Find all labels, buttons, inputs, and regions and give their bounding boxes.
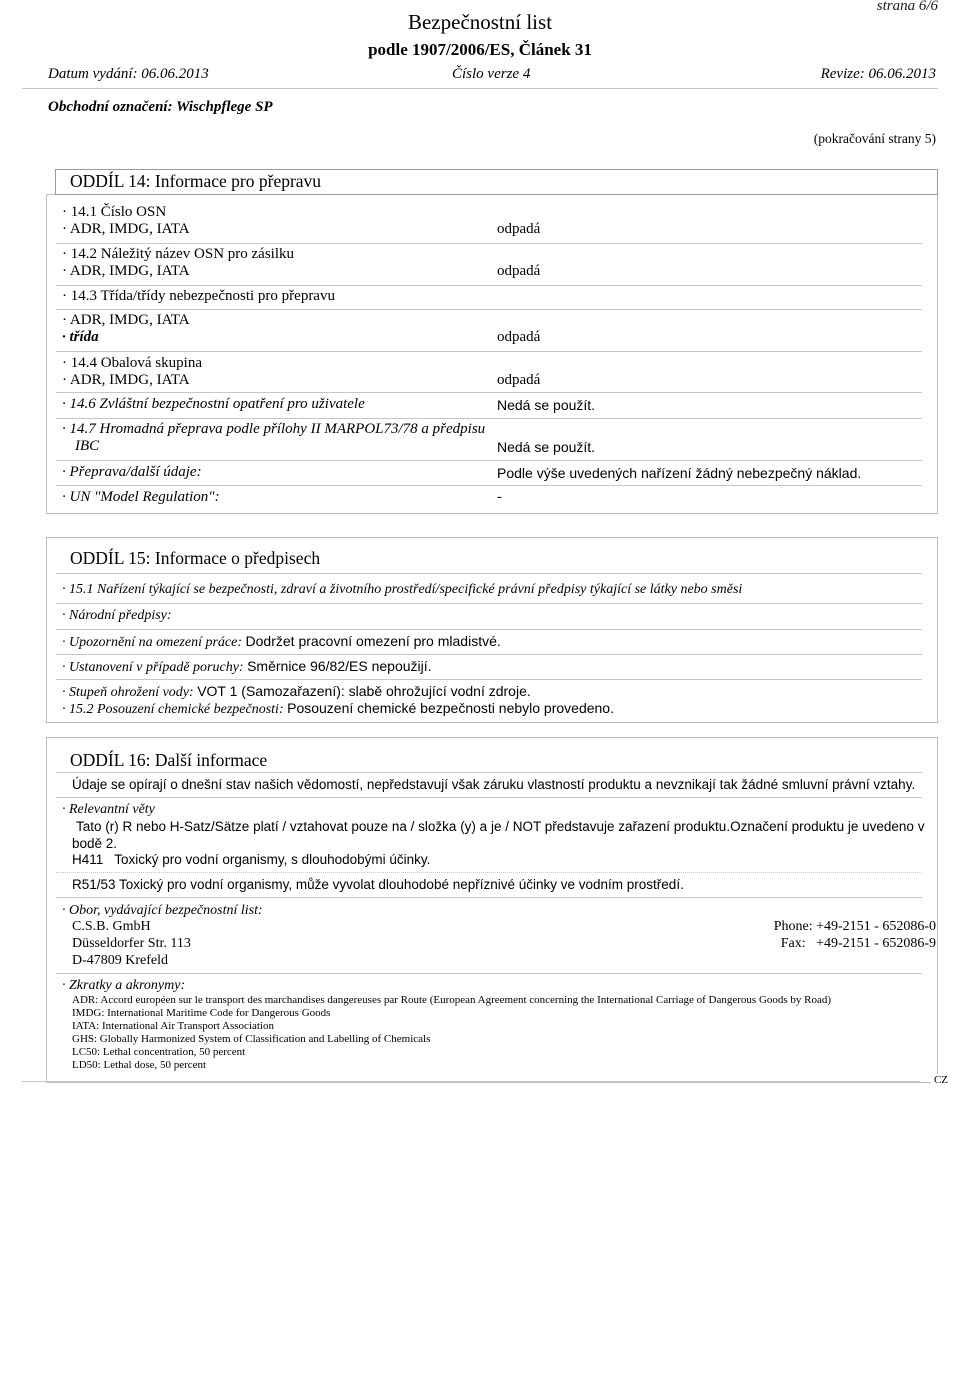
page-number: strana 6/6 <box>876 0 938 14</box>
model-regulation-value: - <box>497 489 502 505</box>
section-15-title: ODDÍL 15: Informace o předpisech <box>70 548 321 568</box>
un-number-sub: · ADR, IMDG, IATA <box>62 221 190 237</box>
divider <box>56 629 922 630</box>
divider <box>56 460 922 461</box>
issuer-company: C.S.B. GmbH <box>72 919 151 934</box>
packing-group-label: · 14.4 Obalová skupina <box>62 355 202 371</box>
divider <box>56 973 922 974</box>
bulk-transport-sub: IBC <box>75 438 100 454</box>
abbreviations-label: · Zkratky a akronymy: <box>62 978 186 993</box>
issuer-city: D-47809 Krefeld <box>72 953 169 968</box>
abbreviation-item: GHS: Globally Harmonized System of Classification and Labelling of Chemicals <box>72 1033 431 1045</box>
model-regulation-label: · UN "Model Regulation": <box>62 489 220 505</box>
divider <box>56 897 922 898</box>
divider <box>56 309 922 310</box>
section-14-title: ODDÍL 14: Informace pro přepravu <box>70 171 322 191</box>
continuation-note: (pokračování strany 5) <box>813 131 936 146</box>
precautions-label: · 14.6 Zvláštní bezpečnostní opatření pro uživatele <box>62 396 365 412</box>
dotted-divider <box>56 872 922 873</box>
footer-divider <box>22 1081 920 1082</box>
trade-name: Obchodní označení: Wischpflege SP <box>48 99 273 115</box>
divider <box>56 392 922 393</box>
abbreviation-item: LC50: Lethal concentration, 50 percent <box>72 1046 246 1058</box>
chemical-safety-value: Posouzení chemické bezpečnosti nebylo provedeno. <box>287 700 614 716</box>
abbreviation-item: LD50: Lethal dose, 50 percent <box>72 1059 207 1071</box>
abbreviation-item: ADR: Accord européen sur le transport des marchandises dangereuses par Route (European Agreement concerning the International Carriage of Dangerous Goods by Road) <box>72 994 832 1006</box>
issuer-street: Düsseldorfer Str. 113 <box>72 936 191 951</box>
divider <box>56 418 922 419</box>
section-14-header <box>55 169 938 195</box>
relevant-phrases-line1: Tato (r) R nebo H-Satz/Sätze platí / vztahovat pouze na / složka (y) a je / NOT představuje zařazení produktu.Označení produktu je uvedeno v <box>76 819 925 834</box>
water-hazard-label: · Stupeň ohrožení vody: <box>62 685 194 700</box>
revision-date: Revize: 06.06.2013 <box>820 66 936 82</box>
accident-provision-label: · Ustanovení v případě poruchy: <box>62 660 244 675</box>
disclaimer-text: Údaje se opírají o dnešní stav našich vědomostí, nepředstavují však záruku vlastností produktu a nevznikají tak žádné smluvní právní vztahy. <box>72 777 916 792</box>
divider <box>56 603 922 604</box>
precautions-value: Nedá se použít. <box>497 397 596 413</box>
water-hazard-value: VOT 1 (Samozařazení): slabě ohrožující vodní zdroje. <box>197 683 531 699</box>
work-restriction-value: Dodržet pracovní omezení pro mladistvé. <box>245 633 501 649</box>
issuer-fax: Fax: +49-2151 - 652086-9 <box>780 936 936 951</box>
packing-group-sub: · ADR, IMDG, IATA <box>62 372 190 388</box>
packing-group-value: odpadá <box>497 372 541 388</box>
section-16-title: ODDÍL 16: Další informace <box>70 750 268 770</box>
un-number-value: odpadá <box>497 221 541 237</box>
transport-info-value: Podle výše uvedených nařízení žádný nebezpečný náklad. <box>497 465 862 481</box>
document-title: Bezpečnostní list <box>407 10 553 34</box>
divider <box>56 654 922 655</box>
header-divider <box>22 88 938 89</box>
bulk-transport-label: · 14.7 Hromadná přeprava podle přílohy II MARPOL73/78 a předpisu <box>62 421 486 437</box>
h411-statement: H411 Toxický pro vodní organismy, s dlouhodobými účinky. <box>72 852 431 867</box>
accident-provision-value: Směrnice 96/82/ES nepoužijí. <box>247 658 432 674</box>
divider <box>56 485 922 486</box>
divider <box>56 772 922 773</box>
national-regulations-label: · Národní předpisy: <box>62 608 172 623</box>
divider <box>56 679 922 680</box>
divider <box>56 351 922 352</box>
divider <box>56 243 922 244</box>
regulation-label: · 15.1 Nařízení týkající se bezpečnosti, zdraví a životního prostředí/specifické právní předpisy týkající se látky nebo směsi <box>62 582 743 597</box>
un-number-label: · 14.1 Číslo OSN <box>62 204 167 220</box>
chemical-safety-label: · 15.2 Posouzení chemické bezpečnosti: <box>62 702 284 717</box>
divider <box>56 573 922 574</box>
divider <box>56 285 922 286</box>
class-value: odpadá <box>497 329 541 345</box>
document-subtitle: podle 1907/2006/ES, Článek 31 <box>368 40 592 59</box>
hazard-class-sub: · ADR, IMDG, IATA <box>62 312 190 328</box>
version-number: Číslo verze 4 <box>452 66 531 82</box>
transport-info-label: · Přeprava/další údaje: <box>62 464 202 480</box>
relevant-phrases-label: · Relevantní věty <box>62 802 155 817</box>
shipping-name-label: · 14.2 Náležitý název OSN pro zásilku <box>62 246 295 262</box>
issuer-label: · Obor, vydávající bezpečnostní list: <box>62 903 263 918</box>
r5153-statement: R51/53 Toxický pro vodní organismy, může vyvolat dlouhodobé nepříznivé účinky ve vodním prostředí. <box>72 877 684 892</box>
divider <box>56 797 922 798</box>
hazard-class-label: · 14.3 Třída/třídy nebezpečnosti pro přepravu <box>62 288 335 304</box>
shipping-name-value: odpadá <box>497 263 541 279</box>
abbreviation-item: IATA: International Air Transport Association <box>72 1020 274 1032</box>
issue-date: Datum vydání: 06.06.2013 <box>48 66 209 82</box>
issuer-phone: Phone: +49-2151 - 652086-0 <box>773 919 936 934</box>
class-label: · třída <box>62 329 99 345</box>
relevant-phrases-line2: bodě 2. <box>72 836 118 851</box>
work-restriction-label: · Upozornění na omezení práce: <box>62 635 243 650</box>
shipping-name-sub: · ADR, IMDG, IATA <box>62 263 190 279</box>
country-code: CZ <box>931 1074 948 1086</box>
abbreviation-item: IMDG: International Maritime Code for Dangerous Goods <box>72 1007 331 1019</box>
bulk-transport-value: Nedá se použít. <box>497 439 596 455</box>
